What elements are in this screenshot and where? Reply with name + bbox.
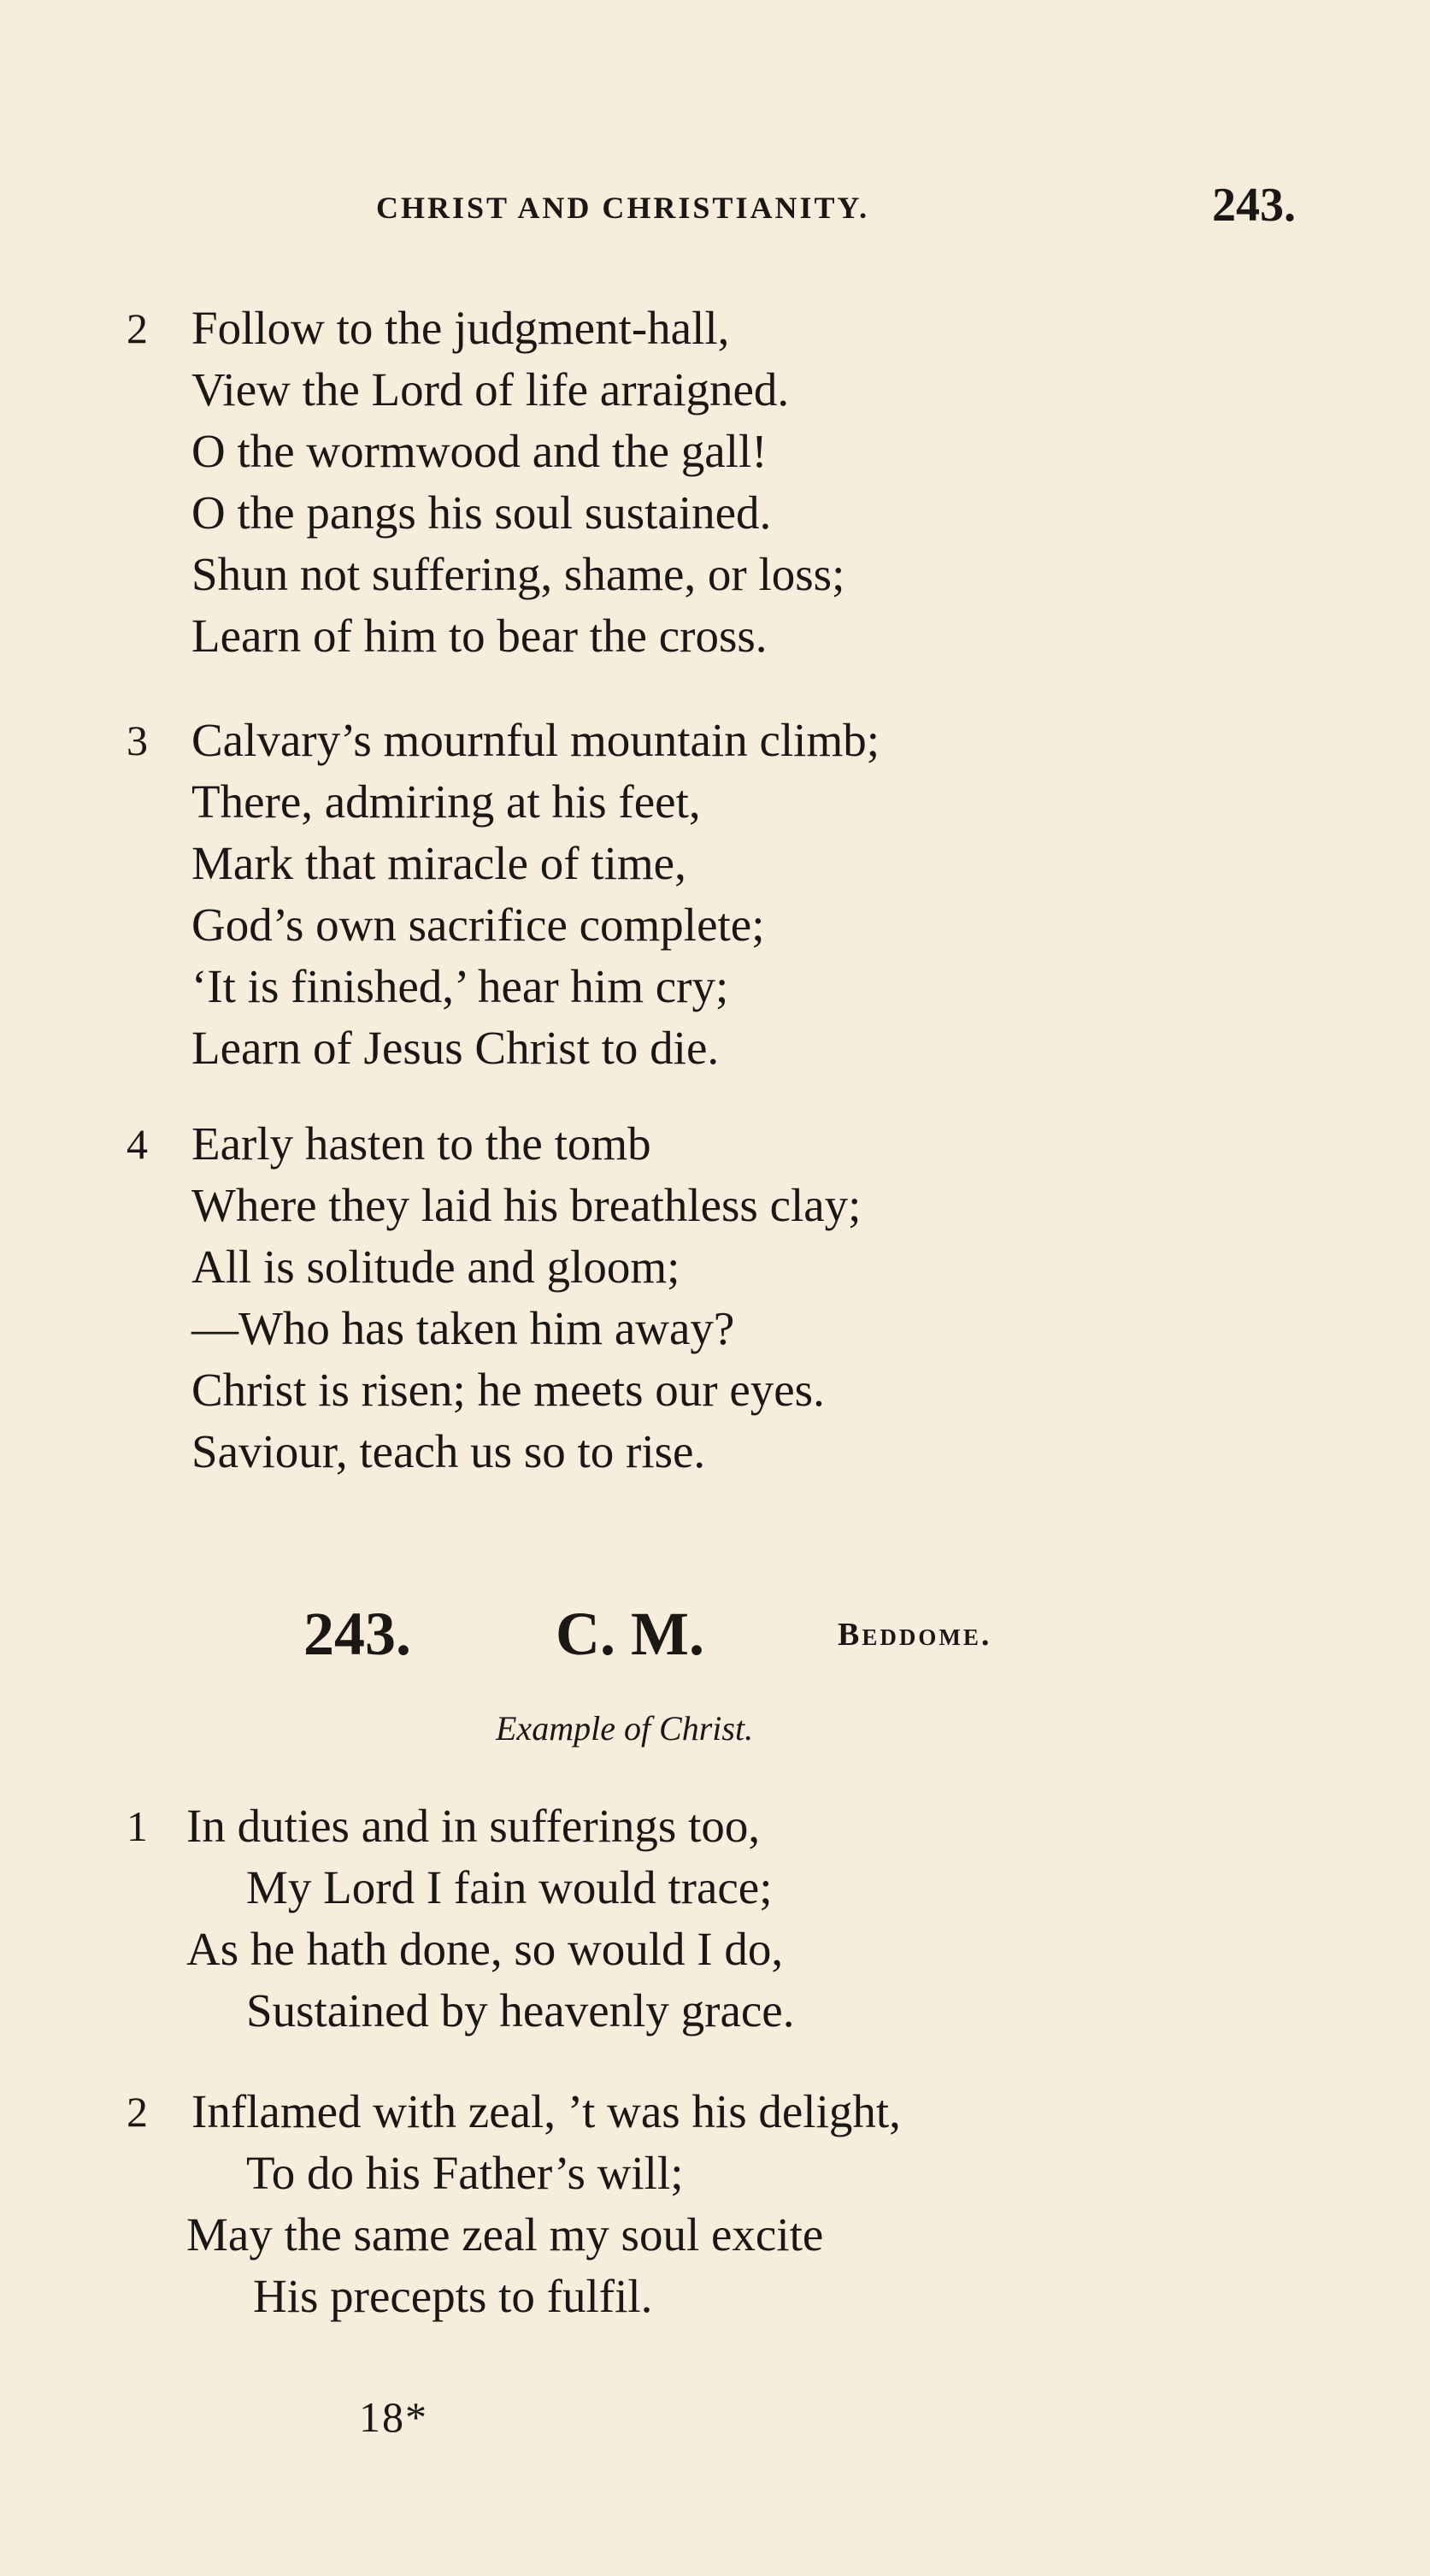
verse-line: As he hath done, so would I do,	[186, 1923, 784, 1975]
verse-line: There, admiring at his feet,	[191, 775, 701, 828]
verse-line: All is solitude and gloom;	[191, 1241, 680, 1293]
hymn-subtitle: Example of Christ.	[496, 1709, 754, 1748]
verse-line: Learn of him to bear the cross.	[191, 610, 768, 662]
verse-line: Mark that miracle of time,	[191, 837, 686, 889]
stanza-number: 4	[127, 1120, 148, 1168]
verse-line: God’s own sacrifice complete;	[191, 899, 765, 951]
verse-line: Inflamed with zeal, ’t was his delight,	[191, 2085, 901, 2137]
signature-mark: 18*	[359, 2393, 428, 2441]
page-number: 243.	[1212, 179, 1296, 232]
stanza-number: 2	[127, 304, 148, 352]
verse-line: His precepts to fulfil.	[253, 2270, 653, 2322]
verse-line: Where they laid his breathless clay;	[191, 1179, 862, 1231]
verse-line: View the Lord of life arraigned.	[191, 363, 790, 416]
stanza-number: 1	[127, 1802, 148, 1850]
verse-line: Follow to the judgment-hall,	[191, 302, 730, 354]
verse-line: May the same zeal my soul excite	[186, 2208, 824, 2261]
verse-line: Sustained by heavenly grace.	[246, 1984, 795, 2037]
verse-line: To do his Father’s will;	[246, 2147, 684, 2199]
running-head: CHRIST AND CHRISTIANITY.	[376, 191, 870, 225]
hymn-meter: C. M.	[556, 1600, 704, 1668]
verse-line: —Who has taken him away?	[191, 1302, 735, 1354]
stanza-number: 2	[127, 2088, 148, 2136]
verse-line: Learn of Jesus Christ to die.	[191, 1022, 720, 1074]
verse-line: ‘It is finished,’ hear him cry;	[191, 960, 729, 1012]
verse-line: Calvary’s mournful mountain climb;	[191, 714, 880, 766]
verse-line: Christ is risen; he meets our eyes.	[191, 1364, 825, 1416]
verse-line: My Lord I fain would trace;	[246, 1861, 773, 1913]
hymn-number: 243.	[303, 1600, 411, 1668]
stanza-number: 3	[127, 716, 148, 764]
verse-line: Shun not suffering, shame, or loss;	[191, 548, 845, 600]
verse-line: Saviour, teach us so to rise.	[191, 1425, 706, 1477]
verse-line: O the wormwood and the gall!	[191, 425, 768, 477]
hymn-author: Beddome.	[838, 1617, 992, 1653]
verse-line: O the pangs his soul sustained.	[191, 486, 772, 539]
verse-line: Early hasten to the tomb	[191, 1117, 651, 1170]
verse-line: In duties and in sufferings too,	[186, 1800, 761, 1852]
